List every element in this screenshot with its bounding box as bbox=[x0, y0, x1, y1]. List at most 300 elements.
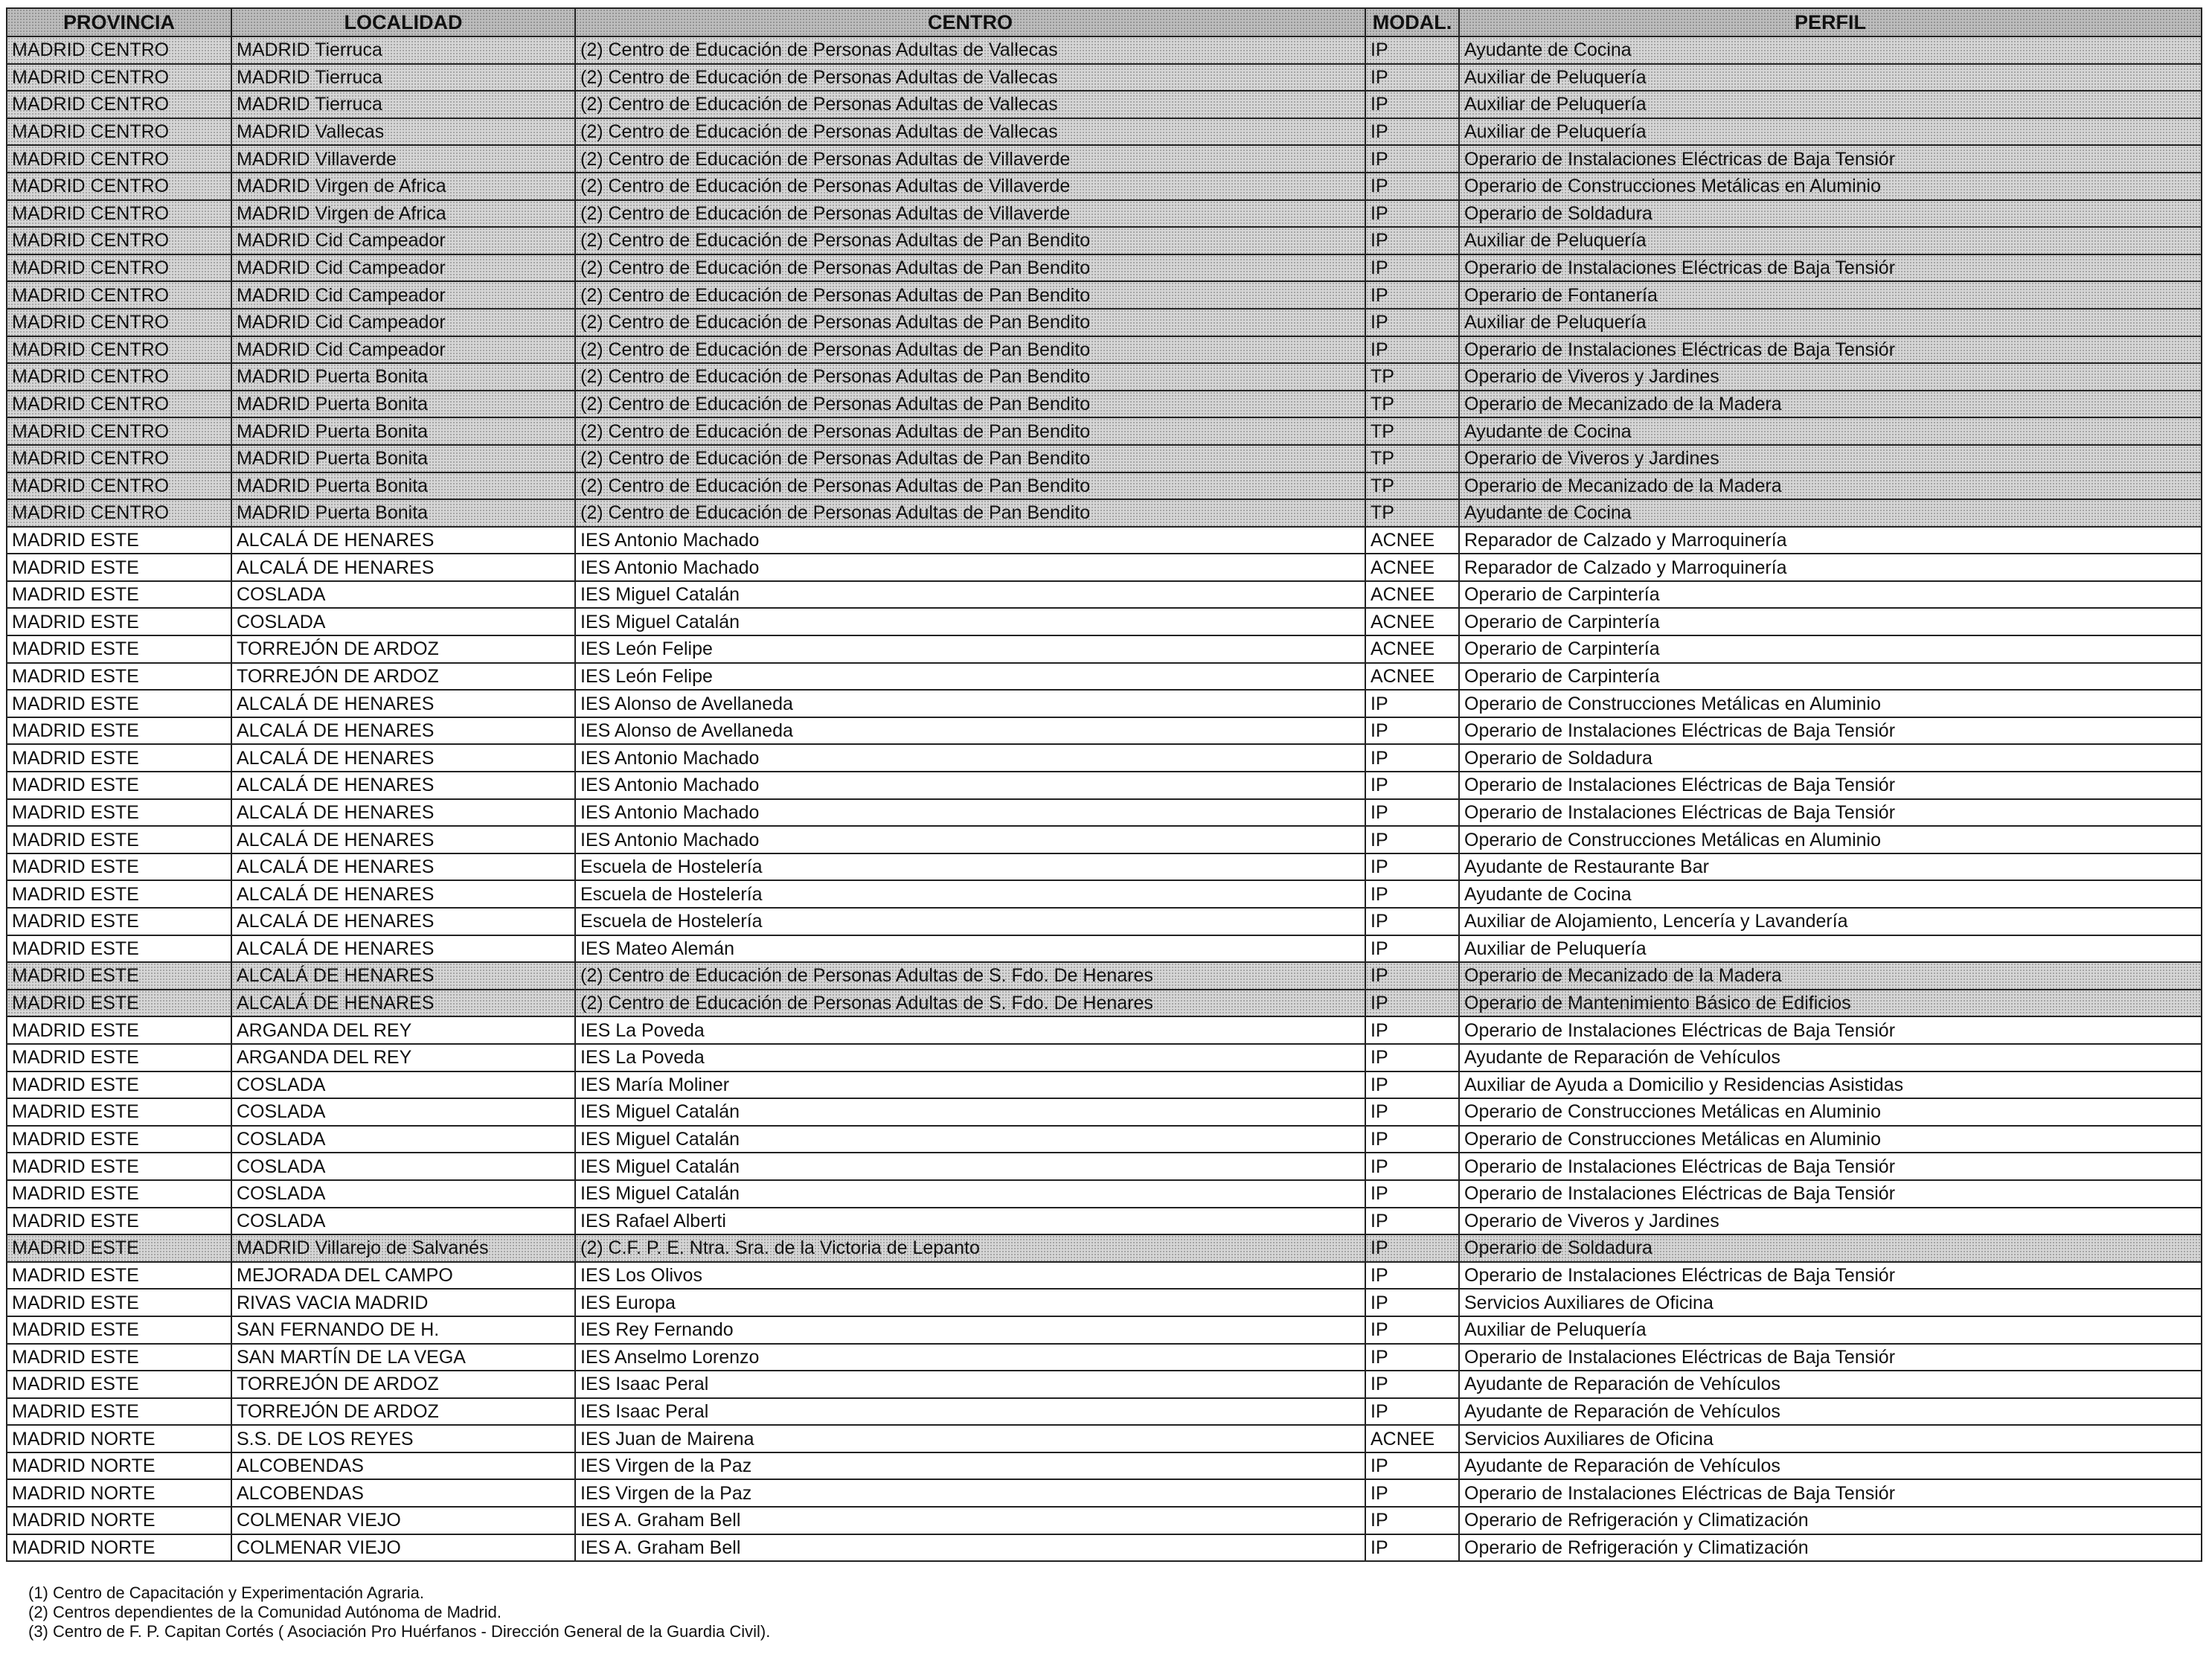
cell-perfil: Auxiliar de Peluquería bbox=[1459, 64, 2202, 92]
cell-perfil: Operario de Instalaciones Eléctricas de Baja Tensiór bbox=[1459, 336, 2202, 364]
cell-provincia: MADRID CENTRO bbox=[7, 36, 231, 64]
cell-centro: (2) Centro de Educación de Personas Adultas de Pan Bendito bbox=[575, 391, 1365, 418]
cell-provincia: MADRID CENTRO bbox=[7, 445, 231, 472]
cell-perfil: Operario de Carpintería bbox=[1459, 608, 2202, 635]
cell-perfil: Operario de Mecanizado de la Madera bbox=[1459, 472, 2202, 500]
cell-centro: IES Antonio Machado bbox=[575, 744, 1365, 772]
cell-centro: IES Virgen de la Paz bbox=[575, 1452, 1365, 1480]
cell-localidad: MADRID Tierruca bbox=[231, 36, 575, 64]
cell-centro: (2) Centro de Educación de Personas Adultas de Vallecas bbox=[575, 64, 1365, 92]
cell-perfil: Operario de Carpintería bbox=[1459, 635, 2202, 663]
cell-localidad: SAN FERNANDO DE H. bbox=[231, 1316, 575, 1344]
table-row bbox=[7, 990, 2202, 1017]
cell-centro: Escuela de Hostelería bbox=[575, 853, 1365, 881]
cell-centro: IES Europa bbox=[575, 1289, 1365, 1316]
table-row bbox=[7, 417, 2202, 445]
footnote-2: (2) Centros dependientes de la Comunidad Autónoma de Madrid. bbox=[28, 1603, 501, 1621]
cell-localidad: ARGANDA DEL REY bbox=[231, 1016, 575, 1044]
cell-centro: (2) Centro de Educación de Personas Adultas de Pan Bendito bbox=[575, 281, 1365, 309]
cell-provincia: MADRID ESTE bbox=[7, 1371, 231, 1398]
cell-modal: IP bbox=[1365, 1071, 1459, 1099]
cell-perfil: Operario de Carpintería bbox=[1459, 581, 2202, 609]
cell-perfil: Operario de Instalaciones Eléctricas de Baja Tensiór bbox=[1459, 254, 2202, 282]
cell-modal: IP bbox=[1365, 1452, 1459, 1480]
cell-provincia: MADRID CENTRO bbox=[7, 363, 231, 391]
table-row bbox=[7, 1126, 2202, 1153]
table-row bbox=[7, 336, 2202, 364]
cell-localidad: ALCALÁ DE HENARES bbox=[231, 908, 575, 935]
footnote-1: (1) Centro de Capacitación y Experimentación Agraria. bbox=[28, 1583, 424, 1602]
cell-modal: ACNEE bbox=[1365, 527, 1459, 554]
cell-perfil: Operario de Construcciones Metálicas en Aluminio bbox=[1459, 1126, 2202, 1153]
cell-modal: IP bbox=[1365, 990, 1459, 1017]
cell-centro: (2) Centro de Educación de Personas Adultas de Pan Bendito bbox=[575, 417, 1365, 445]
cell-provincia: MADRID ESTE bbox=[7, 554, 231, 581]
cell-provincia: MADRID ESTE bbox=[7, 1071, 231, 1099]
table-row bbox=[7, 1044, 2202, 1071]
cell-provincia: MADRID CENTRO bbox=[7, 309, 231, 336]
cell-provincia: MADRID ESTE bbox=[7, 1153, 231, 1180]
cell-provincia: MADRID CENTRO bbox=[7, 391, 231, 418]
cell-modal: IP bbox=[1365, 118, 1459, 146]
table-row bbox=[7, 717, 2202, 745]
cell-provincia: MADRID ESTE bbox=[7, 527, 231, 554]
cell-centro: IES Alonso de Avellaneda bbox=[575, 717, 1365, 745]
table-row bbox=[7, 799, 2202, 827]
cell-localidad: ALCALÁ DE HENARES bbox=[231, 772, 575, 799]
cell-modal: ACNEE bbox=[1365, 635, 1459, 663]
data-table-container bbox=[6, 7, 2201, 1562]
cell-centro: IES Rafael Alberti bbox=[575, 1208, 1365, 1235]
cell-modal: IP bbox=[1365, 227, 1459, 254]
cell-provincia: MADRID ESTE bbox=[7, 1234, 231, 1262]
cell-perfil: Ayudante de Reparación de Vehículos bbox=[1459, 1044, 2202, 1071]
cell-perfil: Operario de Mecanizado de la Madera bbox=[1459, 962, 2202, 990]
cell-provincia: MADRID ESTE bbox=[7, 1208, 231, 1235]
cell-centro: IES Anselmo Lorenzo bbox=[575, 1344, 1365, 1371]
cell-centro: (2) C.F. P. E. Ntra. Sra. de la Victoria de Lepanto bbox=[575, 1234, 1365, 1262]
cell-localidad: MADRID Cid Campeador bbox=[231, 309, 575, 336]
cell-perfil: Operario de Construcciones Metálicas en Aluminio bbox=[1459, 826, 2202, 853]
table-row bbox=[7, 744, 2202, 772]
cell-modal: IP bbox=[1365, 1507, 1459, 1534]
cell-centro: IES Antonio Machado bbox=[575, 826, 1365, 853]
cell-provincia: MADRID ESTE bbox=[7, 690, 231, 717]
cell-localidad: ALCALÁ DE HENARES bbox=[231, 990, 575, 1017]
cell-localidad: MADRID Tierruca bbox=[231, 91, 575, 118]
cell-localidad: COSLADA bbox=[231, 1153, 575, 1180]
cell-provincia: MADRID CENTRO bbox=[7, 281, 231, 309]
table-row bbox=[7, 663, 2202, 691]
cell-perfil: Auxiliar de Peluquería bbox=[1459, 309, 2202, 336]
table-row bbox=[7, 1289, 2202, 1316]
table-row bbox=[7, 1098, 2202, 1126]
table-row bbox=[7, 1425, 2202, 1452]
cell-localidad: ALCOBENDAS bbox=[231, 1452, 575, 1480]
cell-perfil: Auxiliar de Peluquería bbox=[1459, 91, 2202, 118]
cell-provincia: MADRID ESTE bbox=[7, 744, 231, 772]
cell-centro: IES Miguel Catalán bbox=[575, 1153, 1365, 1180]
cell-modal: IP bbox=[1365, 1289, 1459, 1316]
cell-localidad: ARGANDA DEL REY bbox=[231, 1044, 575, 1071]
cell-provincia: MADRID ESTE bbox=[7, 1289, 231, 1316]
cell-centro: IES Antonio Machado bbox=[575, 772, 1365, 799]
cell-provincia: MADRID CENTRO bbox=[7, 499, 231, 527]
table-row bbox=[7, 281, 2202, 309]
cell-perfil: Operario de Instalaciones Eléctricas de Baja Tensiór bbox=[1459, 799, 2202, 827]
cell-provincia: MADRID ESTE bbox=[7, 935, 231, 963]
header-localidad: LOCALIDAD bbox=[231, 8, 575, 36]
cell-centro: IES Antonio Machado bbox=[575, 554, 1365, 581]
cell-perfil: Operario de Soldadura bbox=[1459, 200, 2202, 228]
cell-localidad: MADRID Virgen de Africa bbox=[231, 173, 575, 200]
cell-perfil: Reparador de Calzado y Marroquinería bbox=[1459, 527, 2202, 554]
cell-localidad: MADRID Cid Campeador bbox=[231, 336, 575, 364]
cell-centro: IES A. Graham Bell bbox=[575, 1534, 1365, 1562]
cell-provincia: MADRID CENTRO bbox=[7, 200, 231, 228]
cell-modal: IP bbox=[1365, 1344, 1459, 1371]
cell-perfil: Ayudante de Cocina bbox=[1459, 417, 2202, 445]
cell-localidad: MADRID Puerta Bonita bbox=[231, 499, 575, 527]
cell-centro: (2) Centro de Educación de Personas Adultas de Pan Bendito bbox=[575, 445, 1365, 472]
header-provincia: PROVINCIA bbox=[7, 8, 231, 36]
cell-perfil: Servicios Auxiliares de Oficina bbox=[1459, 1425, 2202, 1452]
cell-centro: IES Mateo Alemán bbox=[575, 935, 1365, 963]
cell-perfil: Operario de Construcciones Metálicas en Aluminio bbox=[1459, 1098, 2202, 1126]
cell-provincia: MADRID ESTE bbox=[7, 799, 231, 827]
cell-centro: IES Antonio Machado bbox=[575, 799, 1365, 827]
cell-centro: IES Miguel Catalán bbox=[575, 1180, 1365, 1208]
cell-localidad: TORREJÓN DE ARDOZ bbox=[231, 1398, 575, 1426]
cell-centro: (2) Centro de Educación de Personas Adultas de Pan Bendito bbox=[575, 363, 1365, 391]
cell-perfil: Ayudante de Cocina bbox=[1459, 499, 2202, 527]
cell-perfil: Operario de Instalaciones Eléctricas de Baja Tensiór bbox=[1459, 1180, 2202, 1208]
cell-modal: TP bbox=[1365, 445, 1459, 472]
cell-provincia: MADRID ESTE bbox=[7, 962, 231, 990]
cell-perfil: Operario de Instalaciones Eléctricas de Baja Tensiór bbox=[1459, 717, 2202, 745]
cell-modal: IP bbox=[1365, 145, 1459, 173]
table-row bbox=[7, 1371, 2202, 1398]
cell-centro: (2) Centro de Educación de Personas Adultas de Vallecas bbox=[575, 91, 1365, 118]
table-row bbox=[7, 1344, 2202, 1371]
cell-perfil: Ayudante de Reparación de Vehículos bbox=[1459, 1371, 2202, 1398]
table-row bbox=[7, 853, 2202, 881]
cell-modal: IP bbox=[1365, 880, 1459, 908]
header-modal: MODAL. bbox=[1365, 8, 1459, 36]
cell-modal: IP bbox=[1365, 1016, 1459, 1044]
cell-perfil: Operario de Instalaciones Eléctricas de Baja Tensiór bbox=[1459, 1153, 2202, 1180]
cell-modal: IP bbox=[1365, 1208, 1459, 1235]
cell-centro: IES La Poveda bbox=[575, 1016, 1365, 1044]
cell-localidad: ALCALÁ DE HENARES bbox=[231, 690, 575, 717]
cell-modal: IP bbox=[1365, 1044, 1459, 1071]
cell-centro: (2) Centro de Educación de Personas Adultas de Pan Bendito bbox=[575, 309, 1365, 336]
cell-localidad: MEJORADA DEL CAMPO bbox=[231, 1262, 575, 1290]
cell-centro: IES Miguel Catalán bbox=[575, 1126, 1365, 1153]
cell-provincia: MADRID ESTE bbox=[7, 1180, 231, 1208]
table-row bbox=[7, 173, 2202, 200]
cell-modal: TP bbox=[1365, 363, 1459, 391]
table-row bbox=[7, 64, 2202, 92]
cell-localidad: ALCALÁ DE HENARES bbox=[231, 853, 575, 881]
cell-provincia: MADRID ESTE bbox=[7, 1044, 231, 1071]
cell-modal: IP bbox=[1365, 744, 1459, 772]
cell-provincia: MADRID ESTE bbox=[7, 826, 231, 853]
cell-modal: IP bbox=[1365, 91, 1459, 118]
cell-provincia: MADRID NORTE bbox=[7, 1507, 231, 1534]
cell-provincia: MADRID ESTE bbox=[7, 990, 231, 1017]
table-row bbox=[7, 391, 2202, 418]
cell-perfil: Reparador de Calzado y Marroquinería bbox=[1459, 554, 2202, 581]
cell-provincia: MADRID ESTE bbox=[7, 635, 231, 663]
cell-localidad: ALCALÁ DE HENARES bbox=[231, 744, 575, 772]
cell-centro: (2) Centro de Educación de Personas Adultas de Vallecas bbox=[575, 118, 1365, 146]
cell-localidad: TORREJÓN DE ARDOZ bbox=[231, 635, 575, 663]
cell-localidad: MADRID Cid Campeador bbox=[231, 227, 575, 254]
cell-localidad: MADRID Cid Campeador bbox=[231, 281, 575, 309]
cell-modal: IP bbox=[1365, 36, 1459, 64]
table-row bbox=[7, 1016, 2202, 1044]
table-row bbox=[7, 1452, 2202, 1480]
cell-localidad: ALCALÁ DE HENARES bbox=[231, 527, 575, 554]
cell-localidad: COLMENAR VIEJO bbox=[231, 1534, 575, 1562]
cell-centro: IES León Felipe bbox=[575, 635, 1365, 663]
cell-modal: IP bbox=[1365, 1262, 1459, 1290]
table-row bbox=[7, 1316, 2202, 1344]
cell-perfil: Operario de Viveros y Jardines bbox=[1459, 363, 2202, 391]
table-row bbox=[7, 908, 2202, 935]
cell-provincia: MADRID CENTRO bbox=[7, 64, 231, 92]
table-row bbox=[7, 445, 2202, 472]
cell-provincia: MADRID CENTRO bbox=[7, 227, 231, 254]
cell-provincia: MADRID CENTRO bbox=[7, 472, 231, 500]
cell-localidad: MADRID Puerta Bonita bbox=[231, 472, 575, 500]
cell-modal: ACNEE bbox=[1365, 581, 1459, 609]
cell-perfil: Operario de Viveros y Jardines bbox=[1459, 445, 2202, 472]
cell-modal: ACNEE bbox=[1365, 1425, 1459, 1452]
cell-modal: TP bbox=[1365, 472, 1459, 500]
cell-perfil: Operario de Refrigeración y Climatización bbox=[1459, 1507, 2202, 1534]
cell-modal: IP bbox=[1365, 1398, 1459, 1426]
header-perfil: PERFIL bbox=[1459, 8, 2202, 36]
cell-centro: (2) Centro de Educación de Personas Adultas de Villaverde bbox=[575, 145, 1365, 173]
cell-provincia: MADRID CENTRO bbox=[7, 336, 231, 364]
cell-modal: ACNEE bbox=[1365, 608, 1459, 635]
table-row bbox=[7, 772, 2202, 799]
cell-localidad: ALCALÁ DE HENARES bbox=[231, 962, 575, 990]
table-row bbox=[7, 581, 2202, 609]
cell-provincia: MADRID ESTE bbox=[7, 1098, 231, 1126]
cell-modal: IP bbox=[1365, 962, 1459, 990]
cell-provincia: MADRID ESTE bbox=[7, 1344, 231, 1371]
cell-modal: IP bbox=[1365, 200, 1459, 228]
cell-localidad: TORREJÓN DE ARDOZ bbox=[231, 663, 575, 691]
cell-localidad: MADRID Puerta Bonita bbox=[231, 445, 575, 472]
table-row bbox=[7, 472, 2202, 500]
cell-perfil: Operario de Soldadura bbox=[1459, 744, 2202, 772]
cell-perfil: Ayudante de Restaurante Bar bbox=[1459, 853, 2202, 881]
cell-centro: (2) Centro de Educación de Personas Adultas de Villaverde bbox=[575, 200, 1365, 228]
cell-modal: IP bbox=[1365, 336, 1459, 364]
cell-localidad: MADRID Tierruca bbox=[231, 64, 575, 92]
cell-perfil: Ayudante de Cocina bbox=[1459, 880, 2202, 908]
table-row bbox=[7, 1234, 2202, 1262]
cell-modal: IP bbox=[1365, 772, 1459, 799]
table-row bbox=[7, 1153, 2202, 1180]
cell-modal: ACNEE bbox=[1365, 554, 1459, 581]
cell-localidad: COSLADA bbox=[231, 1180, 575, 1208]
table-row bbox=[7, 36, 2202, 64]
cell-provincia: MADRID ESTE bbox=[7, 1126, 231, 1153]
cell-perfil: Operario de Instalaciones Eléctricas de Baja Tensiór bbox=[1459, 1016, 2202, 1044]
cell-provincia: MADRID ESTE bbox=[7, 1316, 231, 1344]
cell-centro: IES Isaac Peral bbox=[575, 1371, 1365, 1398]
cell-provincia: MADRID NORTE bbox=[7, 1452, 231, 1480]
cell-provincia: MADRID CENTRO bbox=[7, 173, 231, 200]
cell-provincia: MADRID NORTE bbox=[7, 1479, 231, 1507]
cell-localidad: COSLADA bbox=[231, 581, 575, 609]
cell-localidad: TORREJÓN DE ARDOZ bbox=[231, 1371, 575, 1398]
cell-perfil: Ayudante de Reparación de Vehículos bbox=[1459, 1452, 2202, 1480]
cell-localidad: ALCALÁ DE HENARES bbox=[231, 554, 575, 581]
centers-table bbox=[6, 7, 2202, 1562]
table-header-row bbox=[7, 8, 2202, 36]
cell-localidad: COLMENAR VIEJO bbox=[231, 1507, 575, 1534]
cell-centro: IES Virgen de la Paz bbox=[575, 1479, 1365, 1507]
cell-centro: Escuela de Hostelería bbox=[575, 908, 1365, 935]
cell-perfil: Operario de Fontanería bbox=[1459, 281, 2202, 309]
cell-modal: IP bbox=[1365, 1126, 1459, 1153]
cell-localidad: MADRID Cid Campeador bbox=[231, 254, 575, 282]
cell-centro: IES La Poveda bbox=[575, 1044, 1365, 1071]
cell-localidad: ALCALÁ DE HENARES bbox=[231, 717, 575, 745]
table-row bbox=[7, 363, 2202, 391]
cell-centro: (2) Centro de Educación de Personas Adultas de S. Fdo. De Henares bbox=[575, 990, 1365, 1017]
cell-perfil: Operario de Construcciones Metálicas en Aluminio bbox=[1459, 173, 2202, 200]
cell-perfil: Operario de Mantenimiento Básico de Edificios bbox=[1459, 990, 2202, 1017]
cell-centro: (2) Centro de Educación de Personas Adultas de Pan Bendito bbox=[575, 472, 1365, 500]
table-row bbox=[7, 118, 2202, 146]
cell-localidad: COSLADA bbox=[231, 1071, 575, 1099]
table-row bbox=[7, 1534, 2202, 1562]
cell-localidad: MADRID Villarejo de Salvanés bbox=[231, 1234, 575, 1262]
table-row bbox=[7, 962, 2202, 990]
cell-modal: IP bbox=[1365, 1234, 1459, 1262]
cell-centro: (2) Centro de Educación de Personas Adultas de Pan Bendito bbox=[575, 227, 1365, 254]
header-centro: CENTRO bbox=[575, 8, 1365, 36]
table-row bbox=[7, 880, 2202, 908]
cell-perfil: Operario de Carpintería bbox=[1459, 663, 2202, 691]
cell-provincia: MADRID CENTRO bbox=[7, 118, 231, 146]
cell-provincia: MADRID ESTE bbox=[7, 772, 231, 799]
table-row bbox=[7, 690, 2202, 717]
cell-localidad: ALCALÁ DE HENARES bbox=[231, 935, 575, 963]
table-row bbox=[7, 1262, 2202, 1290]
table-row bbox=[7, 227, 2202, 254]
cell-localidad: COSLADA bbox=[231, 608, 575, 635]
cell-localidad: COSLADA bbox=[231, 1208, 575, 1235]
cell-centro: IES A. Graham Bell bbox=[575, 1507, 1365, 1534]
cell-modal: TP bbox=[1365, 391, 1459, 418]
cell-localidad: ALCOBENDAS bbox=[231, 1479, 575, 1507]
cell-modal: IP bbox=[1365, 690, 1459, 717]
cell-perfil: Operario de Instalaciones Eléctricas de Baja Tensiór bbox=[1459, 772, 2202, 799]
cell-provincia: MADRID CENTRO bbox=[7, 145, 231, 173]
cell-provincia: MADRID ESTE bbox=[7, 1016, 231, 1044]
cell-centro: (2) Centro de Educación de Personas Adultas de Villaverde bbox=[575, 173, 1365, 200]
table-row bbox=[7, 309, 2202, 336]
cell-localidad: MADRID Villaverde bbox=[231, 145, 575, 173]
cell-provincia: MADRID CENTRO bbox=[7, 91, 231, 118]
cell-localidad: MADRID Virgen de Africa bbox=[231, 200, 575, 228]
cell-perfil: Auxiliar de Peluquería bbox=[1459, 118, 2202, 146]
cell-perfil: Servicios Auxiliares de Oficina bbox=[1459, 1289, 2202, 1316]
cell-centro: (2) Centro de Educación de Personas Adultas de Pan Bendito bbox=[575, 254, 1365, 282]
cell-perfil: Auxiliar de Alojamiento, Lencería y Lavandería bbox=[1459, 908, 2202, 935]
cell-localidad: ALCALÁ DE HENARES bbox=[231, 826, 575, 853]
cell-modal: IP bbox=[1365, 173, 1459, 200]
cell-centro: (2) Centro de Educación de Personas Adultas de Pan Bendito bbox=[575, 336, 1365, 364]
cell-provincia: MADRID NORTE bbox=[7, 1425, 231, 1452]
cell-localidad: RIVAS VACIA MADRID bbox=[231, 1289, 575, 1316]
cell-localidad: SAN MARTÍN DE LA VEGA bbox=[231, 1344, 575, 1371]
table-row bbox=[7, 1507, 2202, 1534]
cell-centro: (2) Centro de Educación de Personas Adultas de S. Fdo. De Henares bbox=[575, 962, 1365, 990]
table-row bbox=[7, 499, 2202, 527]
table-row bbox=[7, 91, 2202, 118]
table-row bbox=[7, 254, 2202, 282]
cell-localidad: S.S. DE LOS REYES bbox=[231, 1425, 575, 1452]
cell-modal: IP bbox=[1365, 908, 1459, 935]
cell-perfil: Ayudante de Cocina bbox=[1459, 36, 2202, 64]
cell-perfil: Operario de Instalaciones Eléctricas de Baja Tensiór bbox=[1459, 1479, 2202, 1507]
cell-modal: IP bbox=[1365, 1180, 1459, 1208]
cell-provincia: MADRID ESTE bbox=[7, 717, 231, 745]
cell-localidad: MADRID Puerta Bonita bbox=[231, 363, 575, 391]
cell-centro: IES Miguel Catalán bbox=[575, 581, 1365, 609]
cell-localidad: MADRID Vallecas bbox=[231, 118, 575, 146]
cell-centro: IES María Moliner bbox=[575, 1071, 1365, 1099]
cell-centro: IES Los Olivos bbox=[575, 1262, 1365, 1290]
cell-modal: IP bbox=[1365, 1534, 1459, 1562]
cell-localidad: COSLADA bbox=[231, 1098, 575, 1126]
cell-localidad: COSLADA bbox=[231, 1126, 575, 1153]
cell-perfil: Operario de Mecanizado de la Madera bbox=[1459, 391, 2202, 418]
cell-modal: IP bbox=[1365, 935, 1459, 963]
cell-perfil: Operario de Refrigeración y Climatización bbox=[1459, 1534, 2202, 1562]
cell-provincia: MADRID ESTE bbox=[7, 663, 231, 691]
table-row bbox=[7, 1208, 2202, 1235]
cell-provincia: MADRID ESTE bbox=[7, 1398, 231, 1426]
cell-perfil: Operario de Viveros y Jardines bbox=[1459, 1208, 2202, 1235]
cell-localidad: MADRID Puerta Bonita bbox=[231, 391, 575, 418]
cell-provincia: MADRID ESTE bbox=[7, 581, 231, 609]
footnote-3: (3) Centro de F. P. Capitan Cortés ( Asociación Pro Huérfanos - Dirección General de la Guardia Civil). bbox=[28, 1622, 771, 1641]
cell-centro: IES Rey Fernando bbox=[575, 1316, 1365, 1344]
table-row bbox=[7, 826, 2202, 853]
cell-provincia: MADRID ESTE bbox=[7, 853, 231, 881]
table-row bbox=[7, 635, 2202, 663]
cell-perfil: Operario de Construcciones Metálicas en Aluminio bbox=[1459, 690, 2202, 717]
cell-modal: IP bbox=[1365, 1153, 1459, 1180]
cell-centro: IES Juan de Mairena bbox=[575, 1425, 1365, 1452]
cell-localidad: ALCALÁ DE HENARES bbox=[231, 880, 575, 908]
cell-modal: IP bbox=[1365, 826, 1459, 853]
table-row bbox=[7, 1479, 2202, 1507]
cell-perfil: Auxiliar de Peluquería bbox=[1459, 935, 2202, 963]
cell-perfil: Operario de Soldadura bbox=[1459, 1234, 2202, 1262]
cell-provincia: MADRID ESTE bbox=[7, 608, 231, 635]
